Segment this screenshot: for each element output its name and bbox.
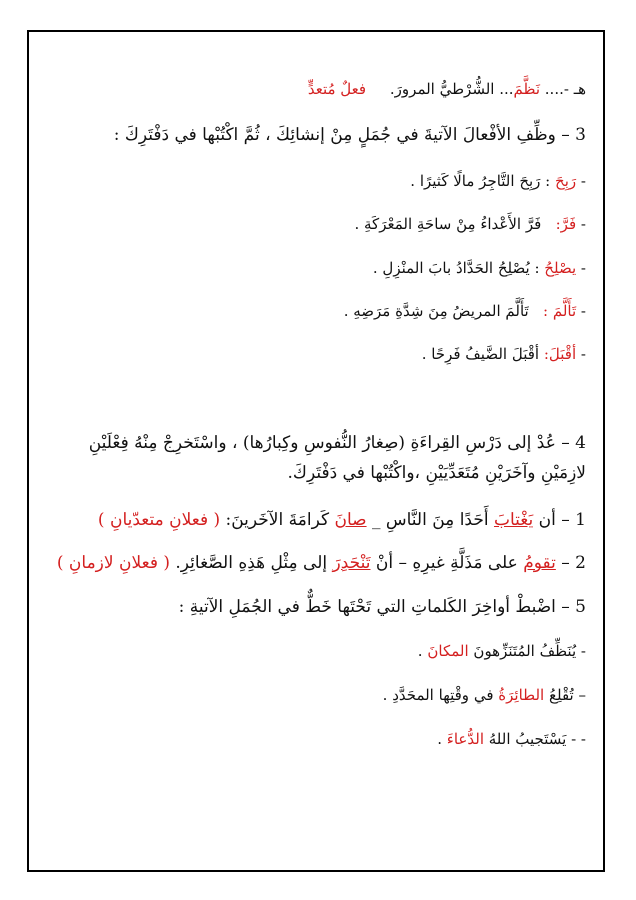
sentence-post: . bbox=[417, 642, 423, 660]
sentence-pre: تُقْلِعُ bbox=[549, 686, 574, 704]
line-rest: ... الشُّرْطيُّ المرورَ. bbox=[389, 80, 514, 98]
target-word: الدُّعاءَ bbox=[446, 730, 484, 748]
target-word: الطائِرَةُ bbox=[498, 686, 545, 704]
example-sentence: تَأَلَّمَ المريضُ مِنَ شِدَّةِ مَرَضِهِ . bbox=[343, 302, 529, 320]
question-number: 3 bbox=[575, 125, 586, 145]
sentence-pre: يَسْتَجيبُ اللهُ bbox=[488, 730, 567, 748]
question-number: 4 bbox=[575, 433, 586, 453]
bullet-dash: - bbox=[580, 215, 586, 233]
exercise-line-h bbox=[50, 78, 586, 100]
bullet-dash: - bbox=[580, 642, 586, 660]
bullet-line-5 bbox=[50, 343, 586, 365]
question-number: 5 bbox=[575, 597, 586, 617]
bullet-dash: - bbox=[580, 172, 586, 190]
answer-dash: – bbox=[561, 553, 570, 573]
answer-part: إلى مِثْلِ هَذِهِ الصَّغائِرِ. bbox=[175, 553, 328, 573]
sentence-line-2 bbox=[50, 684, 586, 706]
answer-part: أَحَدًا مِنَ النَّاسِ _ bbox=[371, 510, 489, 530]
example-sentence: : رَبِحَ التَّاجِرُ مالًا كَثيرًا . bbox=[410, 172, 551, 190]
example-sentence: فَرَّ الأَعْداءُ مِنْ ساحَةِ المَعْرَكَةِ . bbox=[354, 215, 542, 233]
answer-label: ( فعلانِ لازمانِ ) bbox=[56, 553, 170, 573]
verb-word: يَغْتابَ bbox=[493, 510, 534, 530]
sentence-line-1 bbox=[50, 640, 586, 662]
bullet-dash: – bbox=[578, 686, 586, 704]
bullet-dash: - bbox=[580, 345, 586, 363]
sentence-line-3 bbox=[50, 728, 586, 750]
bullet-line-3 bbox=[50, 257, 586, 279]
bullet-dash: - bbox=[580, 302, 586, 320]
bullet-line-2 bbox=[50, 213, 586, 235]
verb-word: أقْبَلَ: bbox=[543, 345, 577, 363]
example-sentence: أقْبَلَ الضَّيفُ فَرِحًا . bbox=[421, 345, 540, 363]
question-4 bbox=[50, 428, 586, 488]
answer-number: 1 bbox=[575, 510, 586, 530]
bullet-dash: - bbox=[580, 259, 586, 277]
verb-word: يصْلِحُ bbox=[544, 259, 577, 277]
target-word: المكانَ bbox=[427, 642, 469, 660]
bullet-line-4 bbox=[50, 300, 586, 322]
answer-part: على مَذَلَّةِ غيرِهِ – أنْ bbox=[375, 553, 518, 573]
question-5 bbox=[50, 596, 586, 618]
question-text: – عُدْ إلى دَرْسِ القِراءَةِ (صِغارُ النُّفوسِ وكِبارُها) ، واسْتَخرِجْ مِنْهُ فِعْلَيْنِ لازِمَيْنِ وآخَرَيْنِ مُتَعَدِّيَيْنِ ،واكْتُبْها في دَفْتَرِكَ. bbox=[88, 433, 586, 483]
verb-word: تقومُ bbox=[523, 553, 556, 573]
sentence-post: . bbox=[437, 730, 443, 748]
question-3 bbox=[50, 124, 586, 146]
bullet-dash: - - bbox=[571, 730, 586, 748]
sentence-post: في وقْتِها المحَدَّدِ . bbox=[382, 686, 494, 704]
answer-text: فعلٌ مُتعدٍّ bbox=[307, 80, 367, 98]
verb-word: تَأَلَّمَ : bbox=[543, 302, 577, 320]
sentence-pre: يُنَظِّفُ المُتَنَزِّهونَ bbox=[473, 642, 577, 660]
answer-dash: – bbox=[561, 510, 570, 530]
example-verb: نَظَّمَ bbox=[513, 80, 540, 98]
bullet-line-1 bbox=[50, 170, 586, 192]
answer-part: أن bbox=[538, 510, 556, 530]
verb-word: تَنْحَدِرَ bbox=[332, 553, 371, 573]
answer-label: ( فعلانِ متعدّيانِ ) bbox=[97, 510, 221, 530]
question-text: – اضْبطْ أواخِرَ الكَلماتِ التي تَحْتَها خَطٌّ في الجُمَلِ الآتيةِ : bbox=[178, 597, 570, 617]
verb-word: فَرَّ: bbox=[555, 215, 577, 233]
question-text: – وظِّفِ الأفْعالَ الآتيةَ في جُمَلٍ مِنْ إنشائِكَ ، ثُمَّ اكْتُبْها في دَفْتَرِكَ : bbox=[113, 125, 570, 145]
line-prefix: هـ -.... bbox=[544, 80, 586, 98]
answer-line-2 bbox=[50, 552, 586, 574]
answer-line-1 bbox=[50, 509, 586, 531]
answer-number: 2 bbox=[575, 553, 586, 573]
answer-part: كَرامَةَ الآخَرينَ: bbox=[225, 510, 330, 530]
verb-word: رَبِحَ bbox=[555, 172, 577, 190]
verb-word: صانَ bbox=[334, 510, 367, 530]
example-sentence: : يُصْلِحُ الحَدَّادُ بابَ المنْزِلِ . bbox=[372, 259, 540, 277]
